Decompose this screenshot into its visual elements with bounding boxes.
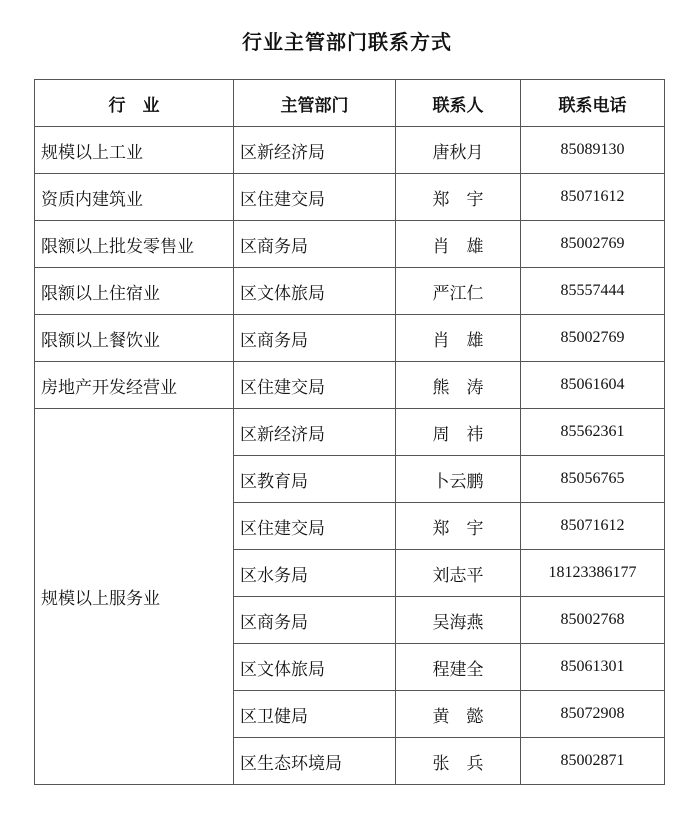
table-row bbox=[35, 315, 665, 362]
phone-cell: 85562361 bbox=[521, 409, 665, 456]
contact-cell: 唐秋月 bbox=[396, 127, 521, 174]
dept-cell: 区教育局 bbox=[234, 456, 396, 503]
phone-cell: 85061604 bbox=[521, 362, 665, 409]
dept-cell: 区商务局 bbox=[234, 315, 396, 362]
phone-cell: 85061301 bbox=[521, 644, 665, 691]
dept-cell: 区商务局 bbox=[234, 221, 396, 268]
phone-cell: 85071612 bbox=[521, 174, 665, 221]
contact-cell: 周 祎 bbox=[396, 409, 521, 456]
industry-cell: 规模以上工业 bbox=[35, 127, 234, 174]
phone-cell: 85072908 bbox=[521, 691, 665, 738]
phone-cell: 85002768 bbox=[521, 597, 665, 644]
contact-cell: 程建全 bbox=[396, 644, 521, 691]
dept-cell: 区卫健局 bbox=[234, 691, 396, 738]
header-contact: 联系人 bbox=[396, 80, 521, 127]
contact-cell: 肖 雄 bbox=[396, 315, 521, 362]
header-phone: 联系电话 bbox=[521, 80, 665, 127]
dept-cell: 区新经济局 bbox=[234, 127, 396, 174]
dept-cell: 区住建交局 bbox=[234, 362, 396, 409]
contact-cell: 熊 涛 bbox=[396, 362, 521, 409]
phone-cell: 85089130 bbox=[521, 127, 665, 174]
dept-cell: 区文体旅局 bbox=[234, 268, 396, 315]
dept-cell: 区水务局 bbox=[234, 550, 396, 597]
phone-cell: 85002769 bbox=[521, 221, 665, 268]
phone-cell: 85056765 bbox=[521, 456, 665, 503]
table-row bbox=[35, 221, 665, 268]
industry-cell: 限额以上批发零售业 bbox=[35, 221, 234, 268]
contact-cell: 卜云鹏 bbox=[396, 456, 521, 503]
table-row bbox=[35, 409, 665, 456]
phone-cell: 85071612 bbox=[521, 503, 665, 550]
contact-cell: 肖 雄 bbox=[396, 221, 521, 268]
industry-cell: 限额以上住宿业 bbox=[35, 268, 234, 315]
contact-table bbox=[34, 79, 665, 785]
phone-cell: 18123386177 bbox=[521, 550, 665, 597]
page-title: 行业主管部门联系方式 bbox=[242, 30, 452, 54]
contact-cell: 严江仁 bbox=[396, 268, 521, 315]
contact-cell: 刘志平 bbox=[396, 550, 521, 597]
header-dept: 主管部门 bbox=[234, 80, 396, 127]
industry-cell-service: 规模以上服务业 bbox=[35, 409, 234, 785]
contact-cell: 郑 宇 bbox=[396, 174, 521, 221]
dept-cell: 区商务局 bbox=[234, 597, 396, 644]
contact-cell: 黄 懿 bbox=[396, 691, 521, 738]
industry-cell: 资质内建筑业 bbox=[35, 174, 234, 221]
table-header-row bbox=[35, 80, 665, 127]
table-row bbox=[35, 268, 665, 315]
table-row bbox=[35, 362, 665, 409]
dept-cell: 区住建交局 bbox=[234, 503, 396, 550]
contact-cell: 郑 宇 bbox=[396, 503, 521, 550]
table-row bbox=[35, 174, 665, 221]
dept-cell: 区新经济局 bbox=[234, 409, 396, 456]
contact-cell: 吴海燕 bbox=[396, 597, 521, 644]
table-row bbox=[35, 127, 665, 174]
phone-cell: 85557444 bbox=[521, 268, 665, 315]
dept-cell: 区住建交局 bbox=[234, 174, 396, 221]
dept-cell: 区文体旅局 bbox=[234, 644, 396, 691]
dept-cell: 区生态环境局 bbox=[234, 738, 396, 785]
phone-cell: 85002769 bbox=[521, 315, 665, 362]
contact-cell: 张 兵 bbox=[396, 738, 521, 785]
industry-cell: 限额以上餐饮业 bbox=[35, 315, 234, 362]
industry-cell: 房地产开发经营业 bbox=[35, 362, 234, 409]
header-industry: 行 业 bbox=[35, 80, 234, 127]
phone-cell: 85002871 bbox=[521, 738, 665, 785]
